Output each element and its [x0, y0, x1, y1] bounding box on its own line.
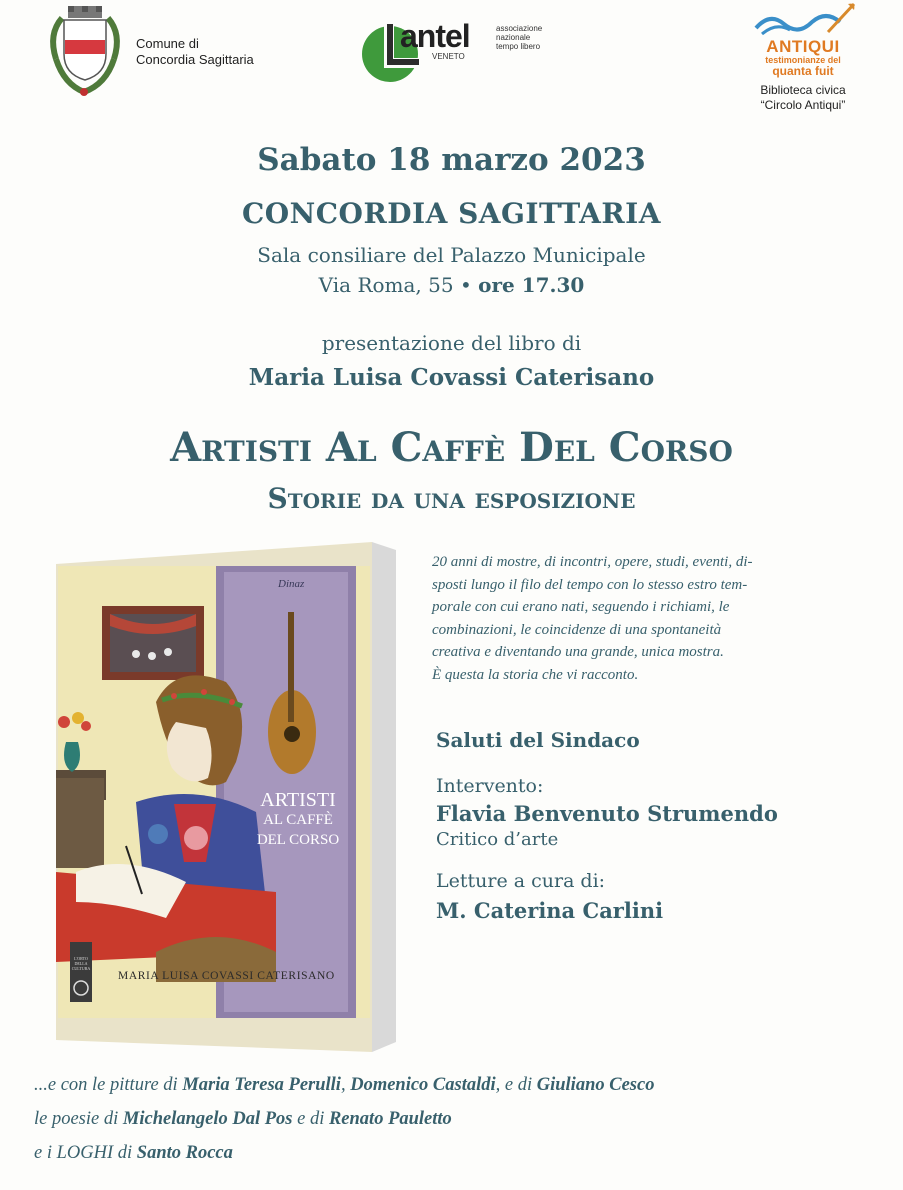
- credits-text: ...e con le pitture di: [34, 1075, 183, 1095]
- antel-logo: [360, 18, 560, 84]
- comune-label-line2: Concordia Sagittaria: [136, 52, 254, 67]
- event-address-time: [0, 273, 903, 297]
- coat-of-arms-icon: [44, 4, 126, 100]
- program: [436, 728, 876, 923]
- comune-label-line1: Comune di: [136, 36, 199, 51]
- painter-name: Maria Teresa Perulli: [182, 1075, 341, 1095]
- event-venue: Sala consiliare del Palazzo Municipale: [257, 243, 646, 267]
- antiqui-logo: [744, 2, 862, 120]
- speaker-role: Critico d’arte: [436, 829, 559, 850]
- cover-publisher: L'ORTO DELLA CULTURA: [71, 956, 91, 971]
- credits-text: le poesie di: [34, 1109, 123, 1129]
- credits-text: e di: [292, 1109, 329, 1129]
- comune-logo: [44, 4, 126, 100]
- speaker-name: Flavia Benvenuto Strumendo: [436, 801, 778, 826]
- antel-veneto: VENETO: [432, 52, 465, 61]
- credits-logos: [34, 1136, 894, 1170]
- description-line: combinazioni, le coincidenze di una spontaneità: [432, 621, 722, 638]
- biblioteca-line1: Biblioteca civica: [760, 83, 846, 97]
- poet-name: Renato Pauletto: [328, 1109, 452, 1129]
- event-city: CONCORDIA SAGITTARIA: [242, 197, 661, 230]
- description-line: 20 anni di mostre, di incontri, opere, studi, eventi, di-: [432, 554, 753, 570]
- antel-wordmark: antel: [400, 18, 470, 54]
- event-time: ore 17.30: [478, 273, 585, 297]
- bullet: •: [459, 273, 472, 297]
- painter-name: Domenico Castaldi: [350, 1075, 496, 1095]
- letture-label: Letture a cura di:: [436, 870, 606, 892]
- credits-text: ,: [340, 1075, 351, 1095]
- credits-poets: [34, 1102, 894, 1136]
- description-line: È questa la storia che vi racconto.: [432, 666, 639, 683]
- book-title: Artisti Al Caffè Del Corso: [170, 424, 733, 471]
- cover-title: [238, 790, 358, 850]
- saluti-sindaco: Saluti del Sindaco: [436, 728, 640, 752]
- antel-desc-line: associazione: [496, 24, 543, 33]
- event-date: Sabato 18 marzo 2023: [257, 142, 646, 178]
- reader-name: M. Caterina Carlini: [436, 898, 664, 923]
- book-description: [432, 551, 852, 687]
- antiqui-tagline-2: quanta fuit: [772, 64, 834, 78]
- credits-text: e i LOGHI di: [34, 1143, 137, 1163]
- logo-artist-name: Santo Rocca: [136, 1143, 233, 1163]
- credits-text: , e di: [495, 1075, 537, 1095]
- book-author: Maria Luisa Covassi Caterisano: [248, 364, 655, 391]
- antel-desc-line: nazionale: [496, 33, 531, 42]
- poet-name: Michelangelo Dal Pos: [122, 1109, 293, 1129]
- antiqui-wordmark: ANTIQUI: [766, 37, 840, 56]
- description-line: porale con cui erano nati, seguendo i richiami, le: [432, 599, 730, 616]
- credits-painters: [34, 1068, 894, 1102]
- antiqui-tagline-1: testimonianze del: [765, 55, 841, 65]
- event-address: Via Roma, 55: [318, 273, 454, 297]
- cover-title-line3: DEL CORSO: [256, 832, 340, 848]
- antel-desc-line: tempo libero: [496, 42, 541, 51]
- cover-title-line1: ARTISTI: [260, 789, 336, 811]
- book-subtitle: Storie da una esposizione: [267, 482, 636, 515]
- painter-name: Giuliano Cesco: [536, 1075, 655, 1095]
- cover-author: MARIA LUISA COVASSI CATERISANO: [118, 970, 335, 982]
- cover-signature: Dinaz: [278, 578, 305, 590]
- event-intro: presentazione del libro di: [321, 331, 582, 355]
- wave-quill-icon: [748, 2, 858, 38]
- description-line: creativa e diventando una grande, unica mostra.: [432, 644, 724, 661]
- cover-title-line2: AL CAFFÈ: [263, 812, 333, 828]
- credits: [34, 1068, 894, 1170]
- antel-desc: [496, 24, 542, 51]
- biblioteca-line2: “Circolo Antiqui”: [760, 98, 846, 112]
- book-cover: [56, 542, 400, 1054]
- intervento-label: Intervento:: [436, 775, 544, 797]
- description-line: sposti lungo il filo del tempo con lo stesso estro tem-: [432, 576, 748, 593]
